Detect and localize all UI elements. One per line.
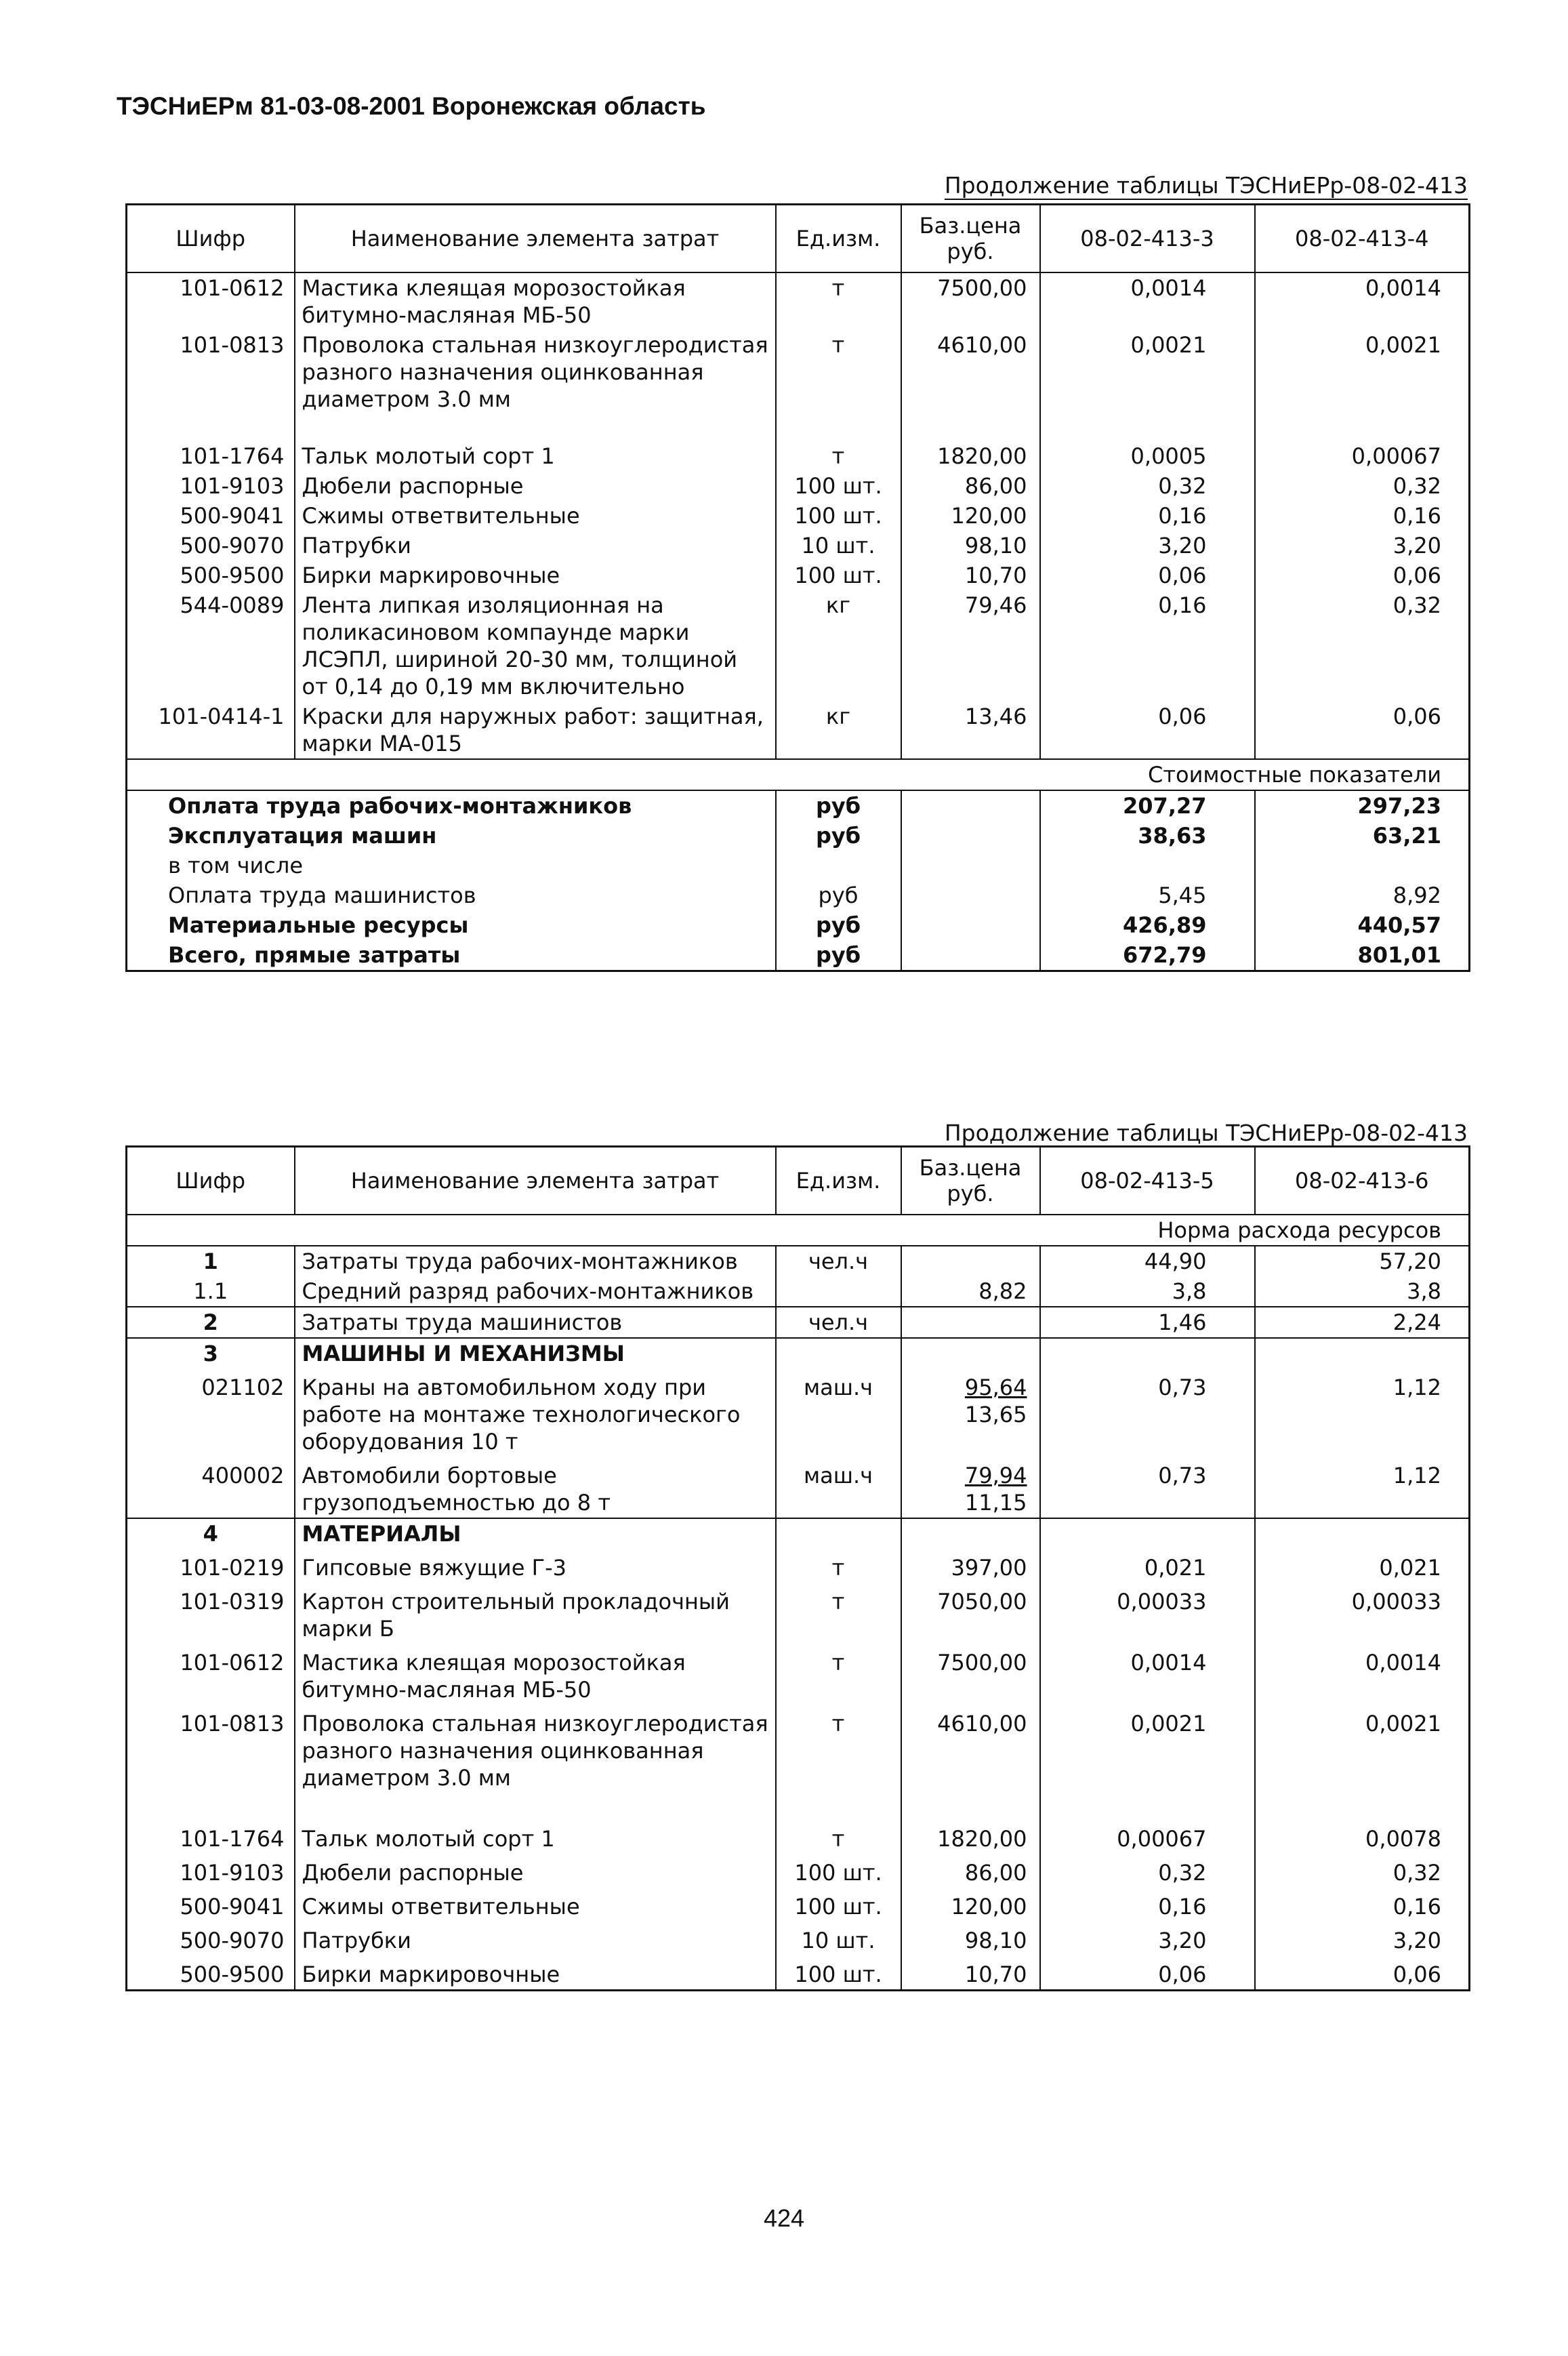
table1-caption: Продолжение таблицы ТЭСНиЕРр-08-02-413 [944,172,1468,199]
cell-unit: 100 шт. [776,471,901,501]
cost-name: в том числе [168,853,303,878]
cost-value-2: 297,23 [1255,790,1470,821]
table-row [127,1888,1470,1922]
cell-empty [901,1338,1040,1368]
header-code: Шифр [127,1147,295,1215]
cell-unit: чел.ч [776,1307,901,1338]
cell-unit: 100 шт. [776,1854,901,1888]
cost-unit: руб [776,910,901,940]
cost-unit: руб [776,880,901,910]
cell-code: 101-9103 [127,1854,295,1888]
cost-row [127,880,1470,910]
cell-price: 4610,00 [901,1705,1040,1820]
labor-row [127,1276,1470,1307]
cell-name: Затраты труда рабочих-монтажников [295,1246,776,1276]
section-code: 3 [127,1338,295,1368]
cell-empty [1255,1518,1470,1549]
cell-code: 400002 [127,1457,295,1518]
cell-value-2: 1,12 [1255,1457,1470,1518]
table-row [127,1922,1470,1955]
cell-empty [901,821,1040,851]
cell-price [901,1457,1040,1518]
cell-price: 4610,00 [901,330,1040,441]
cell-price: 98,10 [901,1922,1040,1955]
cell-value-1: 0,16 [1040,501,1255,531]
cell-price [901,1246,1040,1276]
cell-value-2: 3,8 [1255,1276,1470,1307]
cell-code: 101-9103 [127,471,295,501]
cell-value-2: 0,06 [1255,561,1470,590]
document-header: ТЭСНиЕРм 81-03-08-2001 Воронежская область [117,92,706,120]
cost-name: Всего, прямые затраты [168,942,461,968]
cost-value-2: 8,92 [1255,880,1470,910]
cell-code: 1.1 [127,1276,295,1307]
labor-row [127,1307,1470,1338]
cost-unit: руб [776,790,901,821]
resource-table-2 [125,1145,1470,1991]
cost-name: Материальные ресурсы [168,912,469,938]
cell-code: 101-1764 [127,441,295,471]
machines-section [127,1338,1470,1368]
cell-empty [901,851,1040,880]
cell-value-1: 0,0014 [1040,1644,1255,1705]
price-operator-wage: 13,65 [964,1402,1027,1427]
cell-name: Сжимы ответвительные [295,1888,776,1922]
cell-price: 10,70 [901,561,1040,590]
cell-value-1: 0,16 [1040,1888,1255,1922]
cell-code: 2 [127,1307,295,1338]
cell-unit: маш.ч [776,1368,901,1457]
cell-value-1: 0,32 [1040,471,1255,501]
cell-price: 397,00 [901,1549,1040,1583]
machine-row [127,1368,1470,1457]
cell-value-1: 0,021 [1040,1549,1255,1583]
cell-empty [776,1338,901,1368]
cell-empty [901,790,1040,821]
cell-unit: 100 шт. [776,501,901,531]
cost-value-1: 5,45 [1040,880,1255,910]
cell-unit: кг [776,590,901,702]
cell-price: 7500,00 [901,1644,1040,1705]
cell-price: 13,46 [901,702,1040,759]
cell-name: Лента липкая изоляционная на поликасиновом компаунде марки ЛСЭПЛ, шириной 20-30 мм, толщиной от 0,14 до 0,19 мм включительно [295,590,776,702]
table1-header-row [127,205,1470,273]
cell-name: Затраты труда машинистов [295,1307,776,1338]
cell-code: 101-0219 [127,1549,295,1583]
table-row [127,1705,1470,1820]
cost-row [127,910,1470,940]
cell-unit: 100 шт. [776,1955,901,1991]
price-operator-wage: 11,15 [964,1490,1027,1516]
cell-name: Мастика клеящая морозостойкая битумно-масляная МБ-50 [295,272,776,330]
cell-name: Мастика клеящая морозостойкая битумно-масляная МБ-50 [295,1644,776,1705]
cell-value-2: 0,00067 [1255,441,1470,471]
machine-row [127,1457,1470,1518]
cell-unit: 100 шт. [776,1888,901,1922]
cell-value-2: 1,12 [1255,1368,1470,1457]
cell-empty [776,1518,901,1549]
cell-value-1: 0,00033 [1040,1583,1255,1644]
cell-code: 500-9041 [127,501,295,531]
header-code: Шифр [127,205,295,273]
price-machine: 79,94 [964,1463,1027,1488]
norm-band-text: Норма расхода ресурсов [127,1215,1470,1246]
cell-price: 10,70 [901,1955,1040,1991]
cell-price [901,1368,1040,1457]
cost-unit: руб [776,821,901,851]
cell-value-2: 0,00033 [1255,1583,1470,1644]
cost-name: Оплата труда машинистов [168,882,476,908]
cell-empty [1040,1338,1255,1368]
table-row [127,501,1470,531]
cell-value-2: 0,0014 [1255,1644,1470,1705]
cell-price: 86,00 [901,471,1040,501]
cost-value-1: 207,27 [1040,790,1255,821]
cell-price: 79,46 [901,590,1040,702]
table-row [127,1549,1470,1583]
cell-value-1: 3,8 [1040,1276,1255,1307]
cell-name: Патрубки [295,531,776,561]
cell-empty [901,940,1040,971]
cell-name: Бирки маркировочные [295,561,776,590]
cost-name: Эксплуатация машин [168,823,437,849]
cost-row [127,851,1470,880]
cost-unit: руб [776,940,901,971]
cell-value-1: 0,00067 [1040,1820,1255,1854]
cell-unit: чел.ч [776,1246,901,1276]
cost-value-2: 801,01 [1255,940,1470,971]
cell-value-2: 3,20 [1255,1922,1470,1955]
cell-value-2: 0,32 [1255,471,1470,501]
header-name: Наименование элемента затрат [295,205,776,273]
header-col-413-5: 08-02-413-5 [1040,1147,1255,1215]
table-row [127,272,1470,330]
cost-band [127,759,1470,790]
cell-code: 101-0813 [127,330,295,441]
cell-price: 86,00 [901,1854,1040,1888]
cell-code: 101-0612 [127,272,295,330]
cell-price: 8,82 [901,1276,1040,1307]
cell-unit: 10 шт. [776,531,901,561]
cell-value-1: 0,0021 [1040,1705,1255,1820]
cell-name: Проволока стальная низкоуглеродистая разного назначения оцинкованная диаметром 3.0 мм [295,1705,776,1820]
header-name: Наименование элемента затрат [295,1147,776,1215]
labor-row [127,1246,1470,1276]
table-row [127,1820,1470,1854]
cell-code: 500-9041 [127,1888,295,1922]
cell-value-2: 57,20 [1255,1246,1470,1276]
table-row [127,1955,1470,1991]
cost-value-1: 426,89 [1040,910,1255,940]
cell-name: Патрубки [295,1922,776,1955]
cell-value-1: 3,20 [1040,531,1255,561]
cell-unit: т [776,441,901,471]
cell-value-1: 0,0021 [1040,330,1255,441]
cell-code: 544-0089 [127,590,295,702]
cost-name: Оплата труда рабочих-монтажников [127,790,776,821]
cost-value-1 [1040,851,1255,880]
cell-value-1: 0,73 [1040,1368,1255,1457]
table2-header-row [127,1147,1470,1215]
cell-code: 500-9500 [127,1955,295,1991]
cell-value-1: 0,0005 [1040,441,1255,471]
cell-code: 101-1764 [127,1820,295,1854]
table-row [127,561,1470,590]
cell-name: Краски для наружных работ: защитная, марки МА-015 [295,702,776,759]
cell-value-1: 0,32 [1040,1854,1255,1888]
cell-name: Проволока стальная низкоуглеродистая разного назначения оцинкованная диаметром 3.0 мм [295,330,776,441]
cell-code: 500-9070 [127,1922,295,1955]
cell-unit: т [776,1820,901,1854]
header-col-413-3: 08-02-413-3 [1040,205,1255,273]
cell-value-1: 0,73 [1040,1457,1255,1518]
cell-price: 7050,00 [901,1583,1040,1644]
cost-value-1: 38,63 [1040,821,1255,851]
cell-unit: маш.ч [776,1457,901,1518]
cell-value-2: 0,0021 [1255,1705,1470,1820]
cell-name: Автомобили бортовые грузоподъемностью до 8 т [295,1457,776,1518]
cost-row [127,790,1470,821]
section-title: МАШИНЫ И МЕХАНИЗМЫ [295,1338,776,1368]
cell-unit: 10 шт. [776,1922,901,1955]
cell-value-2: 0,32 [1255,590,1470,702]
cell-value-1: 0,06 [1040,1955,1255,1991]
cost-row [127,821,1470,851]
cell-code: 021102 [127,1368,295,1457]
cell-code: 101-0813 [127,1705,295,1820]
table-row [127,441,1470,471]
cell-value-1: 0,06 [1040,561,1255,590]
price-machine: 95,64 [964,1375,1027,1400]
cell-unit: кг [776,702,901,759]
cell-unit: т [776,272,901,330]
cell-value-2: 0,32 [1255,1854,1470,1888]
cell-price: 98,10 [901,531,1040,561]
header-price: Баз.цена руб. [901,205,1040,273]
cost-unit [776,851,901,880]
cost-row [127,940,1470,971]
cell-code: 101-0414-1 [127,702,295,759]
cell-name: Краны на автомобильном ходу при работе на монтаже технологического оборудования 10 т [295,1368,776,1457]
cell-price: 1820,00 [901,441,1040,471]
cell-value-1: 0,0014 [1040,272,1255,330]
cell-name: Дюбели распорные [295,1854,776,1888]
table-row [127,1854,1470,1888]
cell-price: 1820,00 [901,1820,1040,1854]
table2-caption: Продолжение таблицы ТЭСНиЕРр-08-02-413 [944,1120,1468,1146]
cell-empty [901,880,1040,910]
cell-empty [1255,1338,1470,1368]
cell-value-2: 0,0014 [1255,272,1470,330]
cell-value-2: 0,0078 [1255,1820,1470,1854]
cell-unit: т [776,1705,901,1820]
cell-code: 500-9070 [127,531,295,561]
table-row [127,471,1470,501]
cell-unit [776,1276,901,1307]
cost-value-2: 63,21 [1255,821,1470,851]
cell-name: Тальк молотый сорт 1 [295,441,776,471]
table-row [127,330,1470,441]
cell-value-2: 0,16 [1255,501,1470,531]
cell-unit: т [776,330,901,441]
cell-unit: т [776,1549,901,1583]
table-row [127,531,1470,561]
header-unit: Ед.изм. [776,1147,901,1215]
section-title: МАТЕРИАЛЫ [295,1518,776,1549]
cost-value-2 [1255,851,1470,880]
cell-code: 1 [127,1246,295,1276]
cell-name: Сжимы ответвительные [295,501,776,531]
cell-unit: т [776,1583,901,1644]
cell-name: Картон строительный прокладочный марки Б [295,1583,776,1644]
cost-band-text: Стоимостные показатели [127,759,1470,790]
cell-name: Средний разряд рабочих-монтажников [295,1276,776,1307]
cell-price: 120,00 [901,501,1040,531]
header-col-413-6: 08-02-413-6 [1255,1147,1470,1215]
cell-name: Гипсовые вяжущие Г-3 [295,1549,776,1583]
cell-unit: 100 шт. [776,561,901,590]
header-price: Баз.цена руб. [901,1147,1040,1215]
cell-value-2: 3,20 [1255,531,1470,561]
cell-price [901,1307,1040,1338]
table-row [127,1644,1470,1705]
header-col-413-4: 08-02-413-4 [1255,205,1470,273]
cell-value-1: 3,20 [1040,1922,1255,1955]
cell-value-2: 0,021 [1255,1549,1470,1583]
table-row [127,702,1470,759]
cell-price: 120,00 [901,1888,1040,1922]
cell-value-1: 44,90 [1040,1246,1255,1276]
cell-name: Тальк молотый сорт 1 [295,1820,776,1854]
cell-empty [1040,1518,1255,1549]
resource-table-1 [125,203,1470,972]
cell-value-2: 0,06 [1255,702,1470,759]
cost-value-1: 672,79 [1040,940,1255,971]
cell-code: 101-0612 [127,1644,295,1705]
cell-code: 500-9500 [127,561,295,590]
page-number: 424 [763,2204,805,2232]
cell-value-2: 0,06 [1255,1955,1470,1991]
table-row [127,1583,1470,1644]
cell-value-1: 0,16 [1040,590,1255,702]
cost-value-2: 440,57 [1255,910,1470,940]
section-code: 4 [127,1518,295,1549]
cell-name: Бирки маркировочные [295,1955,776,1991]
cell-value-2: 2,24 [1255,1307,1470,1338]
cell-empty [901,910,1040,940]
materials-section [127,1518,1470,1549]
cell-name: Дюбели распорные [295,471,776,501]
header-unit: Ед.изм. [776,205,901,273]
cell-price: 7500,00 [901,272,1040,330]
cell-code: 101-0319 [127,1583,295,1644]
cell-value-2: 0,16 [1255,1888,1470,1922]
cell-unit: т [776,1644,901,1705]
norm-band [127,1215,1470,1246]
table-row [127,590,1470,702]
cell-value-1: 0,06 [1040,702,1255,759]
cell-empty [901,1518,1040,1549]
cell-value-2: 0,0021 [1255,330,1470,441]
cell-value-1: 1,46 [1040,1307,1255,1338]
